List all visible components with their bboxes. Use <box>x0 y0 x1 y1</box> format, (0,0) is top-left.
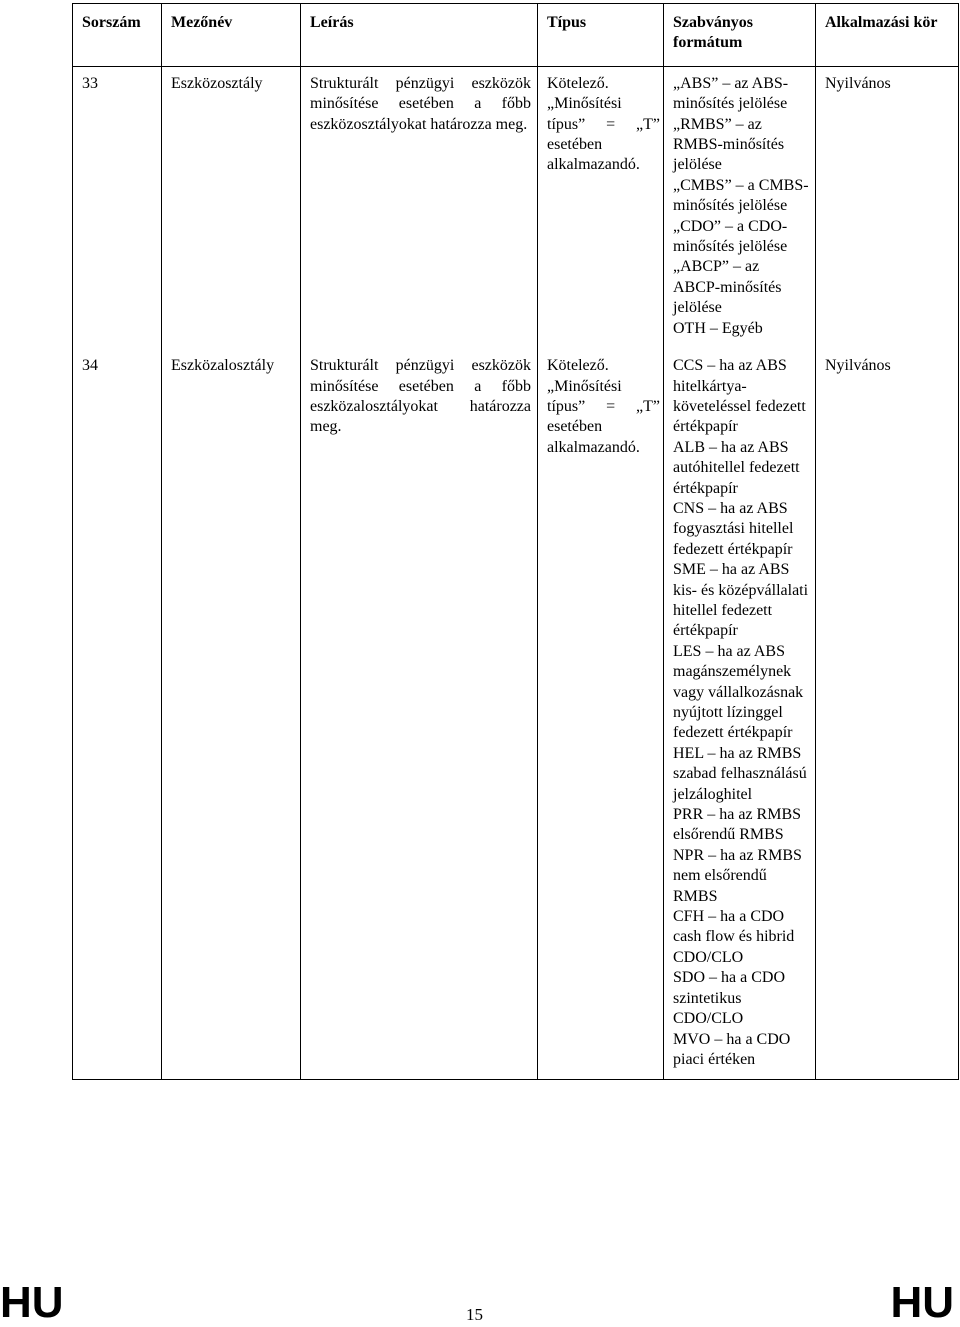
format-code-item: MVO – ha a CDO piaci értéken <box>673 1030 791 1068</box>
format-code-list <box>673 74 809 339</box>
row-number: 34 <box>73 348 162 1080</box>
header-tipus: Típus <box>538 4 664 67</box>
standard-format <box>664 348 816 1080</box>
header-mezonev: Mezőnév <box>162 4 301 67</box>
footer-language-code-right: HU <box>890 1278 954 1327</box>
format-code-item: PRR – ha az RMBS elsőrendű RMBS <box>673 806 802 844</box>
field-type: Kötelező. „Minősítési típus” = „T” esetében alkalmazandó. <box>538 348 664 1080</box>
format-code-item: CFH – ha a CDO cash flow és hibrid CDO/CLO <box>673 908 795 966</box>
header-leiras: Leírás <box>301 4 538 67</box>
format-code-item: CCS – ha az ABS hitelkártya-követeléssel fedezett értékpapír <box>673 357 806 436</box>
scope: Nyilvános <box>816 348 959 1080</box>
format-code-item: OTH – Egyéb <box>673 319 763 337</box>
format-code-item: „ABCP” – az ABCP-minősítés jelölése <box>673 258 782 317</box>
format-code-item: SDO – ha a CDO szintetikus CDO/CLO <box>673 969 785 1028</box>
field-definition-table <box>72 3 959 1080</box>
table-row <box>73 348 959 1080</box>
field-description: Strukturált pénzügyi eszközök minősítése esetében a főbb eszközosztályokat határozza meg. <box>301 66 538 348</box>
table-row <box>73 66 959 348</box>
field-name: Eszközalosztály <box>162 348 301 1080</box>
row-number: 33 <box>73 66 162 348</box>
format-code-list <box>673 356 809 1070</box>
format-code-item: HEL – ha az RMBS szabad felhasználású jelzáloghitel <box>673 744 807 803</box>
header-sorszam: Sorszám <box>73 4 162 67</box>
table-header-row <box>73 4 959 67</box>
scope: Nyilvános <box>816 66 959 348</box>
format-code-item: LES – ha az ABS magánszemélynek vagy vállalkozásnak nyújtott lízinggel fedezett értékpapír <box>673 642 804 742</box>
format-code-item: SME – ha az ABS kis- és középvállalati hitellel fedezett értékpapír <box>673 561 809 640</box>
format-code-item: „CMBS” – a CMBS-minősítés jelölése <box>673 176 809 215</box>
standard-format <box>664 66 816 348</box>
field-description: Strukturált pénzügyi eszközök minősítése esetében a főbb eszközalosztályokat határozza meg. <box>301 348 538 1080</box>
format-code-item: CNS – ha az ABS fogyasztási hitellel fedezett értékpapír <box>673 499 794 558</box>
format-code-item: ALB – ha az ABS autóhitellel fedezett értékpapír <box>673 438 800 497</box>
header-alkalmazasi-kor: Alkalmazási kör <box>816 4 959 67</box>
format-code-item: NPR – ha az RMBS nem elsőrendű RMBS <box>673 846 802 905</box>
header-szabvanyos-formatum: Szabványos formátum <box>664 4 816 67</box>
page-number: 15 <box>466 1305 483 1324</box>
field-name: Eszközosztály <box>162 66 301 348</box>
field-type: Kötelező. „Minősítési típus” = „T” esetében alkalmazandó. <box>538 66 664 348</box>
footer-language-code-left: HU <box>0 1278 64 1327</box>
format-code-item: „ABS” – az ABS-minősítés jelölése <box>673 74 789 113</box>
format-code-item: „CDO” – a CDO-minősítés jelölése <box>673 217 788 256</box>
format-code-item: „RMBS” – az RMBS-minősítés jelölése <box>673 115 785 174</box>
